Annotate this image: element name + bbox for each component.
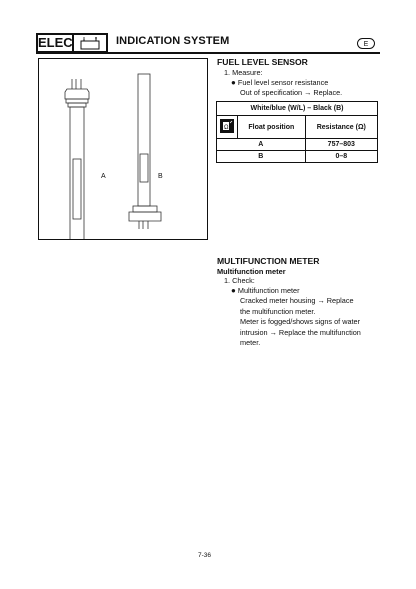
multifunction-bullet: Multifunction meter	[237, 286, 300, 295]
fuel-sensor-title: FUEL LEVEL SENSOR	[217, 57, 308, 67]
page-title: INDICATION SYSTEM	[116, 35, 230, 47]
battery-icon-box	[74, 33, 108, 53]
fuel-sensor-instruction: Out of specification → Replace.	[240, 88, 343, 97]
row-b-resistance: 0–8	[305, 151, 377, 163]
resistance-table	[216, 101, 378, 163]
table-row	[217, 139, 378, 151]
sensor-illustration	[38, 58, 208, 240]
language-badge: E	[357, 38, 375, 49]
fuel-sensor-step: 1. Measure:	[224, 68, 263, 77]
svg-text:Ω: Ω	[224, 125, 229, 131]
section-code: ELEC	[38, 35, 73, 50]
figure-label-b: B	[158, 173, 163, 180]
row-a-position: A	[217, 139, 306, 151]
multifunction-line-2: the multifunction meter.	[240, 306, 316, 316]
figure-label-a: A	[101, 173, 106, 180]
ohmmeter-icon-cell	[217, 116, 238, 139]
multifunction-subtitle: Multifunction meter	[217, 267, 286, 276]
fuel-sensor-bullet: Fuel level sensor resistance	[237, 78, 329, 87]
fuel-sensor-drawing	[39, 59, 207, 239]
bullet-icon: ●	[231, 78, 236, 87]
multifunction-line-3: Meter is fogged/shows signs of water	[240, 317, 361, 326]
battery-icon	[74, 35, 106, 53]
bullet-icon: ●	[231, 286, 236, 295]
header-divider	[36, 52, 380, 54]
col-resistance: Resistance (Ω)	[305, 116, 377, 139]
table-row	[217, 151, 378, 163]
table-wire-row	[217, 102, 378, 116]
table-header-row	[217, 116, 378, 139]
multifunction-step: 1. Check:	[224, 276, 255, 285]
col-float-position: Float position	[238, 116, 306, 139]
multifunction-title: MULTIFUNCTION METER	[217, 256, 320, 266]
row-b-position: B	[217, 151, 306, 163]
multifunction-line-1: Cracked meter housing → Replace	[240, 296, 354, 305]
section-code-box	[36, 33, 74, 53]
page-number: 7-36	[198, 552, 212, 559]
multifunction-line-5: meter.	[240, 338, 261, 347]
resistance-table-wrap	[216, 101, 378, 163]
multifunction-line-4: intrusion → Replace the multifunction	[240, 327, 361, 337]
ohmmeter-icon	[220, 119, 234, 133]
fuel-sensor-bullet-row	[231, 78, 328, 89]
row-a-resistance: 757–803	[305, 139, 377, 151]
multifunction-bullet-row	[231, 286, 300, 297]
wire-header: White/blue (W/L) – Black (B)	[217, 102, 378, 116]
